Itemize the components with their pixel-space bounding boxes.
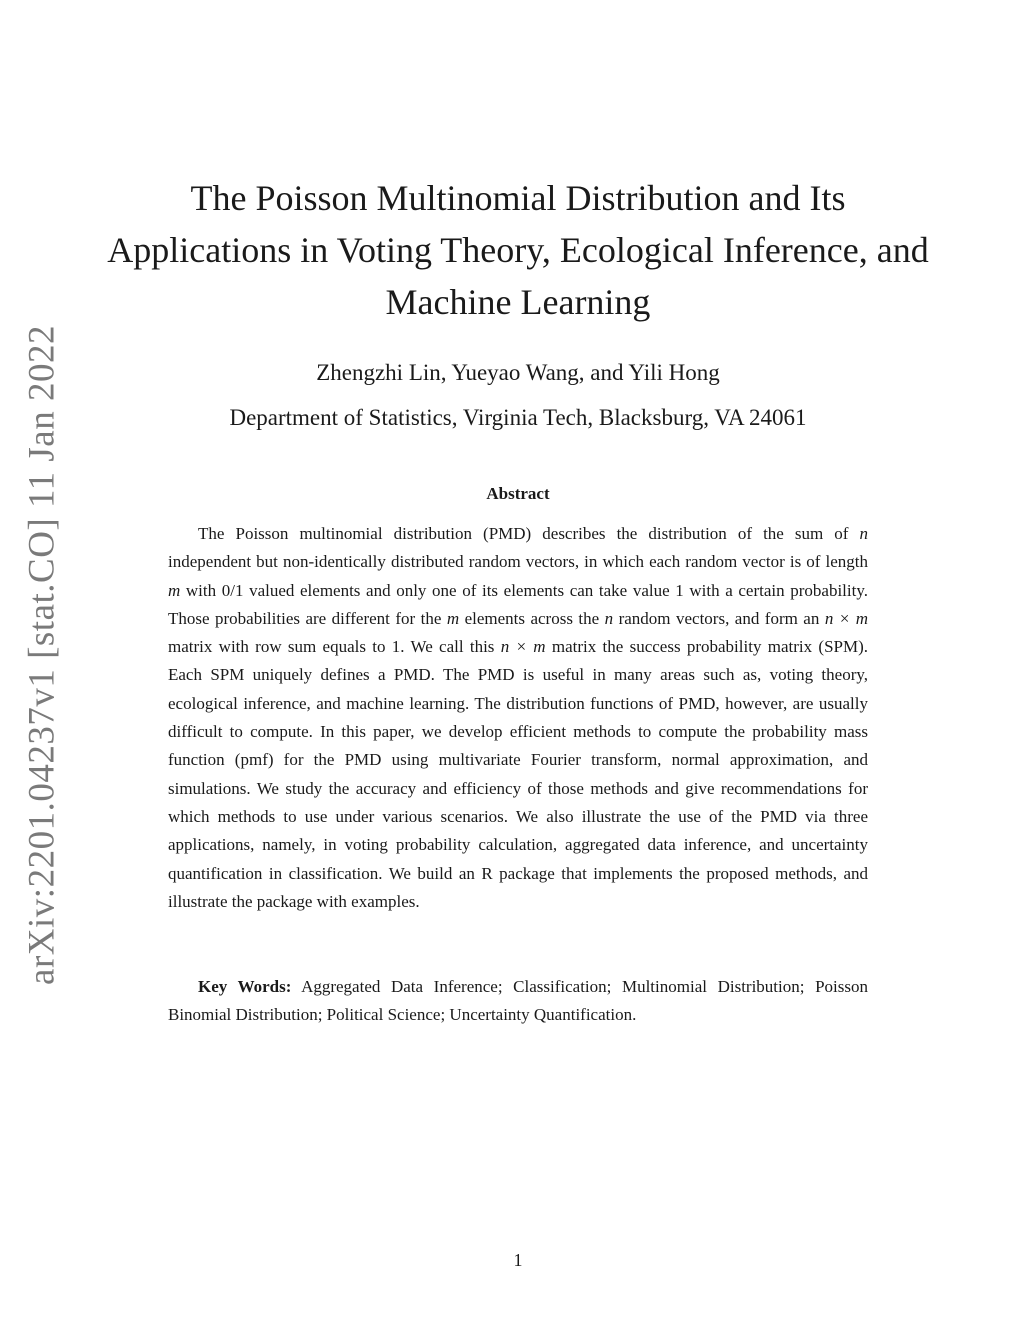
- math-var-m: m: [446, 608, 460, 628]
- abstract-segment: matrix the success probability matrix (SPM). Each SPM uniquely defines a PMD. The PMD is useful in many areas such as, voting theory, ecological inference, and machine learning. The distribution functions of PMD, however, are usually difficult to compute. In this paper, we develop efficient methods to compute the probability mass function (pmf) for the PMD using multivariate Fourier transform, normal approximation, and simulations. We study the accuracy and efficiency of those methods and give recommendations for which methods to use under various scenarios. We also illustrate the use of the PMD via three applications, namely, in voting probability calculation, aggregated data inference, and uncertainty quantification in classification. We build an R package that implements the proposed methods, and illustrate the package with examples.: [168, 637, 869, 911]
- author-list: Zhengzhi Lin, Yueyao Wang, and Yili Hong: [316, 360, 720, 385]
- math-expr-n-by-m: n × m: [500, 637, 546, 657]
- math-expr-n-by-m: n × m: [824, 608, 868, 628]
- title-line-3: Machine Learning: [385, 282, 651, 322]
- keywords-label: Key Words:: [198, 977, 292, 996]
- paper-title: [100, 172, 936, 328]
- math-var-n: n: [604, 608, 614, 628]
- math-var-n: n: [859, 524, 868, 543]
- arxiv-identifier[interactable]: arXiv:2201.04237v1 [stat.CO] 11 Jan 2022: [21, 325, 63, 985]
- abstract-segment: matrix with row sum equals to 1. We call this: [168, 637, 501, 657]
- page-number: 1: [513, 1250, 523, 1270]
- abstract-heading: Abstract: [486, 484, 550, 503]
- abstract-segment: random vectors, and form an: [613, 608, 825, 628]
- abstract-segment: elements across the: [459, 608, 605, 628]
- affiliation: Department of Statistics, Virginia Tech, Blacksburg, VA 24061: [229, 405, 807, 430]
- keywords-paragraph: [168, 973, 868, 1030]
- title-line-2: Applications in Voting Theory, Ecological Inference, and: [107, 230, 929, 270]
- abstract-segment: The Poisson multinomial distribution (PMD) describes the distribution of the sum of: [198, 524, 860, 543]
- abstract-segment: independent but non-identically distributed random vectors, in which each random vector is of length: [168, 552, 868, 572]
- keywords-list: Aggregated Data Inference; Classification; Multinomial Distribution; Poisson Binomial Distribution; Political Science; Uncertainty Quantification.: [168, 977, 868, 1025]
- title-line-1: The Poisson Multinomial Distribution and Its: [190, 178, 846, 218]
- math-var-m: m: [168, 580, 181, 600]
- abstract-text: [168, 520, 868, 916]
- abstract-segment: with 0/1 valued elements and only one of its elements can take value 1 with a certain probability. Those probabilities are different for the: [168, 580, 868, 628]
